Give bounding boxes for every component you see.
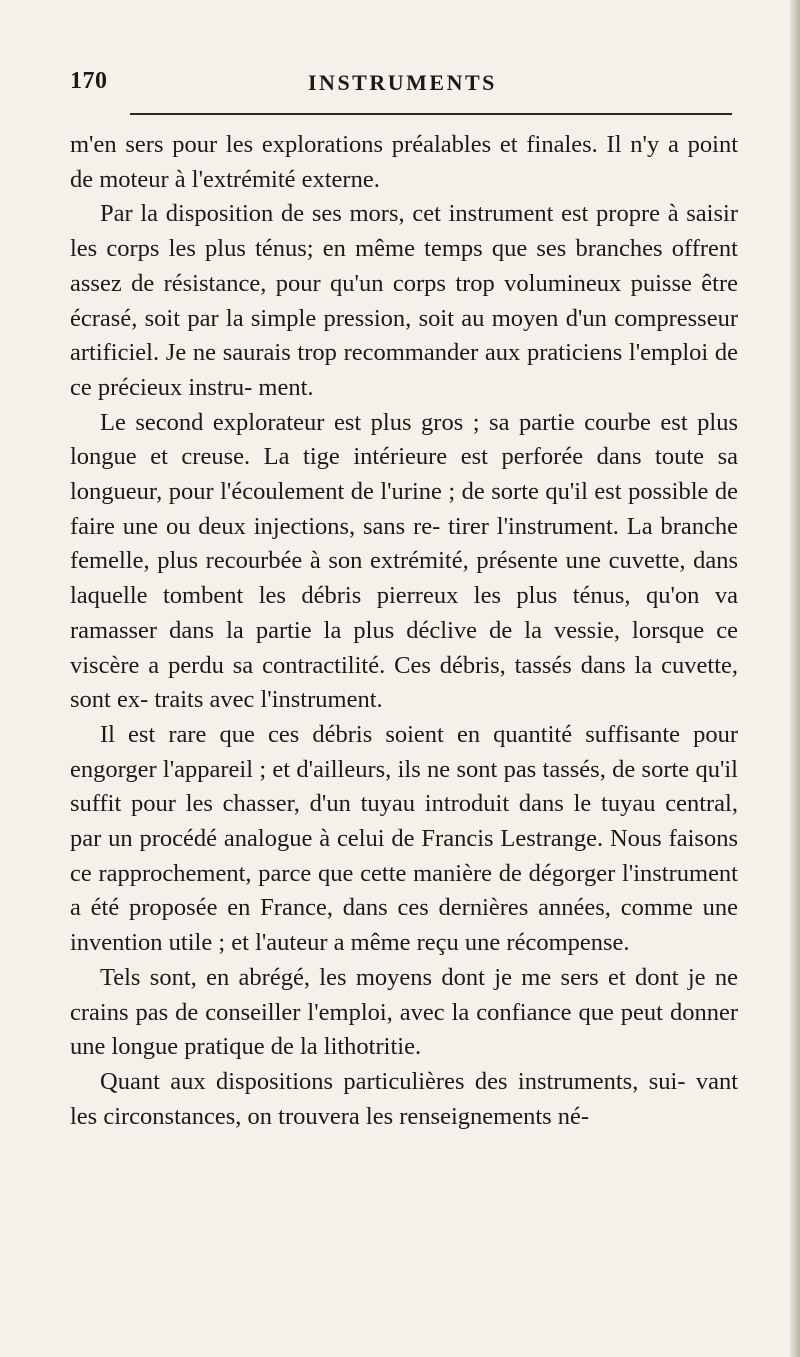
paragraph-debris: Il est rare que ces débris soient en quantité suffisante pour engorger l'appareil ; et d'ailleurs, ils ne sont pas tassés, de sorte qu'il suffit pour les chasser, d'un tuyau introduit dans le tuyau central, par un procédé analogue à celui de Francis Lestrange. Nous faisons ce rapprochement, parce que cette manière de dégorger l'instrument a été proposée en France, dans ces dernières années, comme une invention utile ; et l'auteur a même reçu une récompense.: [70, 720, 738, 957]
page-header: [68, 62, 736, 102]
page-edge-shadow: [790, 0, 800, 1357]
paragraph-summary: Tels sont, en abrégé, les moyens dont je me sers et dont je ne crains pas de conseiller l'emploi, avec la confiance que peut donner une longue pratique de la lithotritie.: [70, 963, 738, 1061]
header-rule: [130, 113, 732, 115]
page-body: [70, 128, 738, 1134]
paragraph-second-explorer: Le second explorateur est plus gros ; sa partie courbe est plus longue et creuse. La tige intérieure est perforée dans toute sa longueur, pour l'écoulement de l'urine ; de sorte qu'il est possible de faire une ou deux injections, sans re- tirer l'instrument. La branche femelle, plus recourbée à son extrémité, présente une cuvette, dans laquelle tombent les débris pierreux les plus ténus, qu'on va ramasser dans la partie la plus déclive de la vessie, lorsque ce viscère a perdu sa contractilité. Ces débris, tassés dans la cuvette, sont ex- traits avec l'instrument.: [70, 408, 738, 714]
page-number: 170: [70, 68, 108, 94]
paragraph-jaws: Par la disposition de ses mors, cet instrument est propre à saisir les corps les plus ténus; en même temps que ses branches offrent assez de résistance, pour qu'un corps trop volumineux puisse être écrasé, soit par la simple pression, soit au moyen d'un compresseur artificiel. Je ne saurais trop recommander aux praticiens l'emploi de ce précieux instru- ment.: [70, 200, 738, 401]
paragraph-dispositions: Quant aux dispositions particulières des instruments, sui- vant les circonstances, on trouvera les renseignements né-: [70, 1067, 738, 1130]
running-title: INSTRUMENTS: [308, 70, 497, 95]
paragraph-continuation: m'en sers pour les explorations préalables et finales. Il n'y a point de moteur à l'extrémité externe.: [70, 131, 738, 193]
